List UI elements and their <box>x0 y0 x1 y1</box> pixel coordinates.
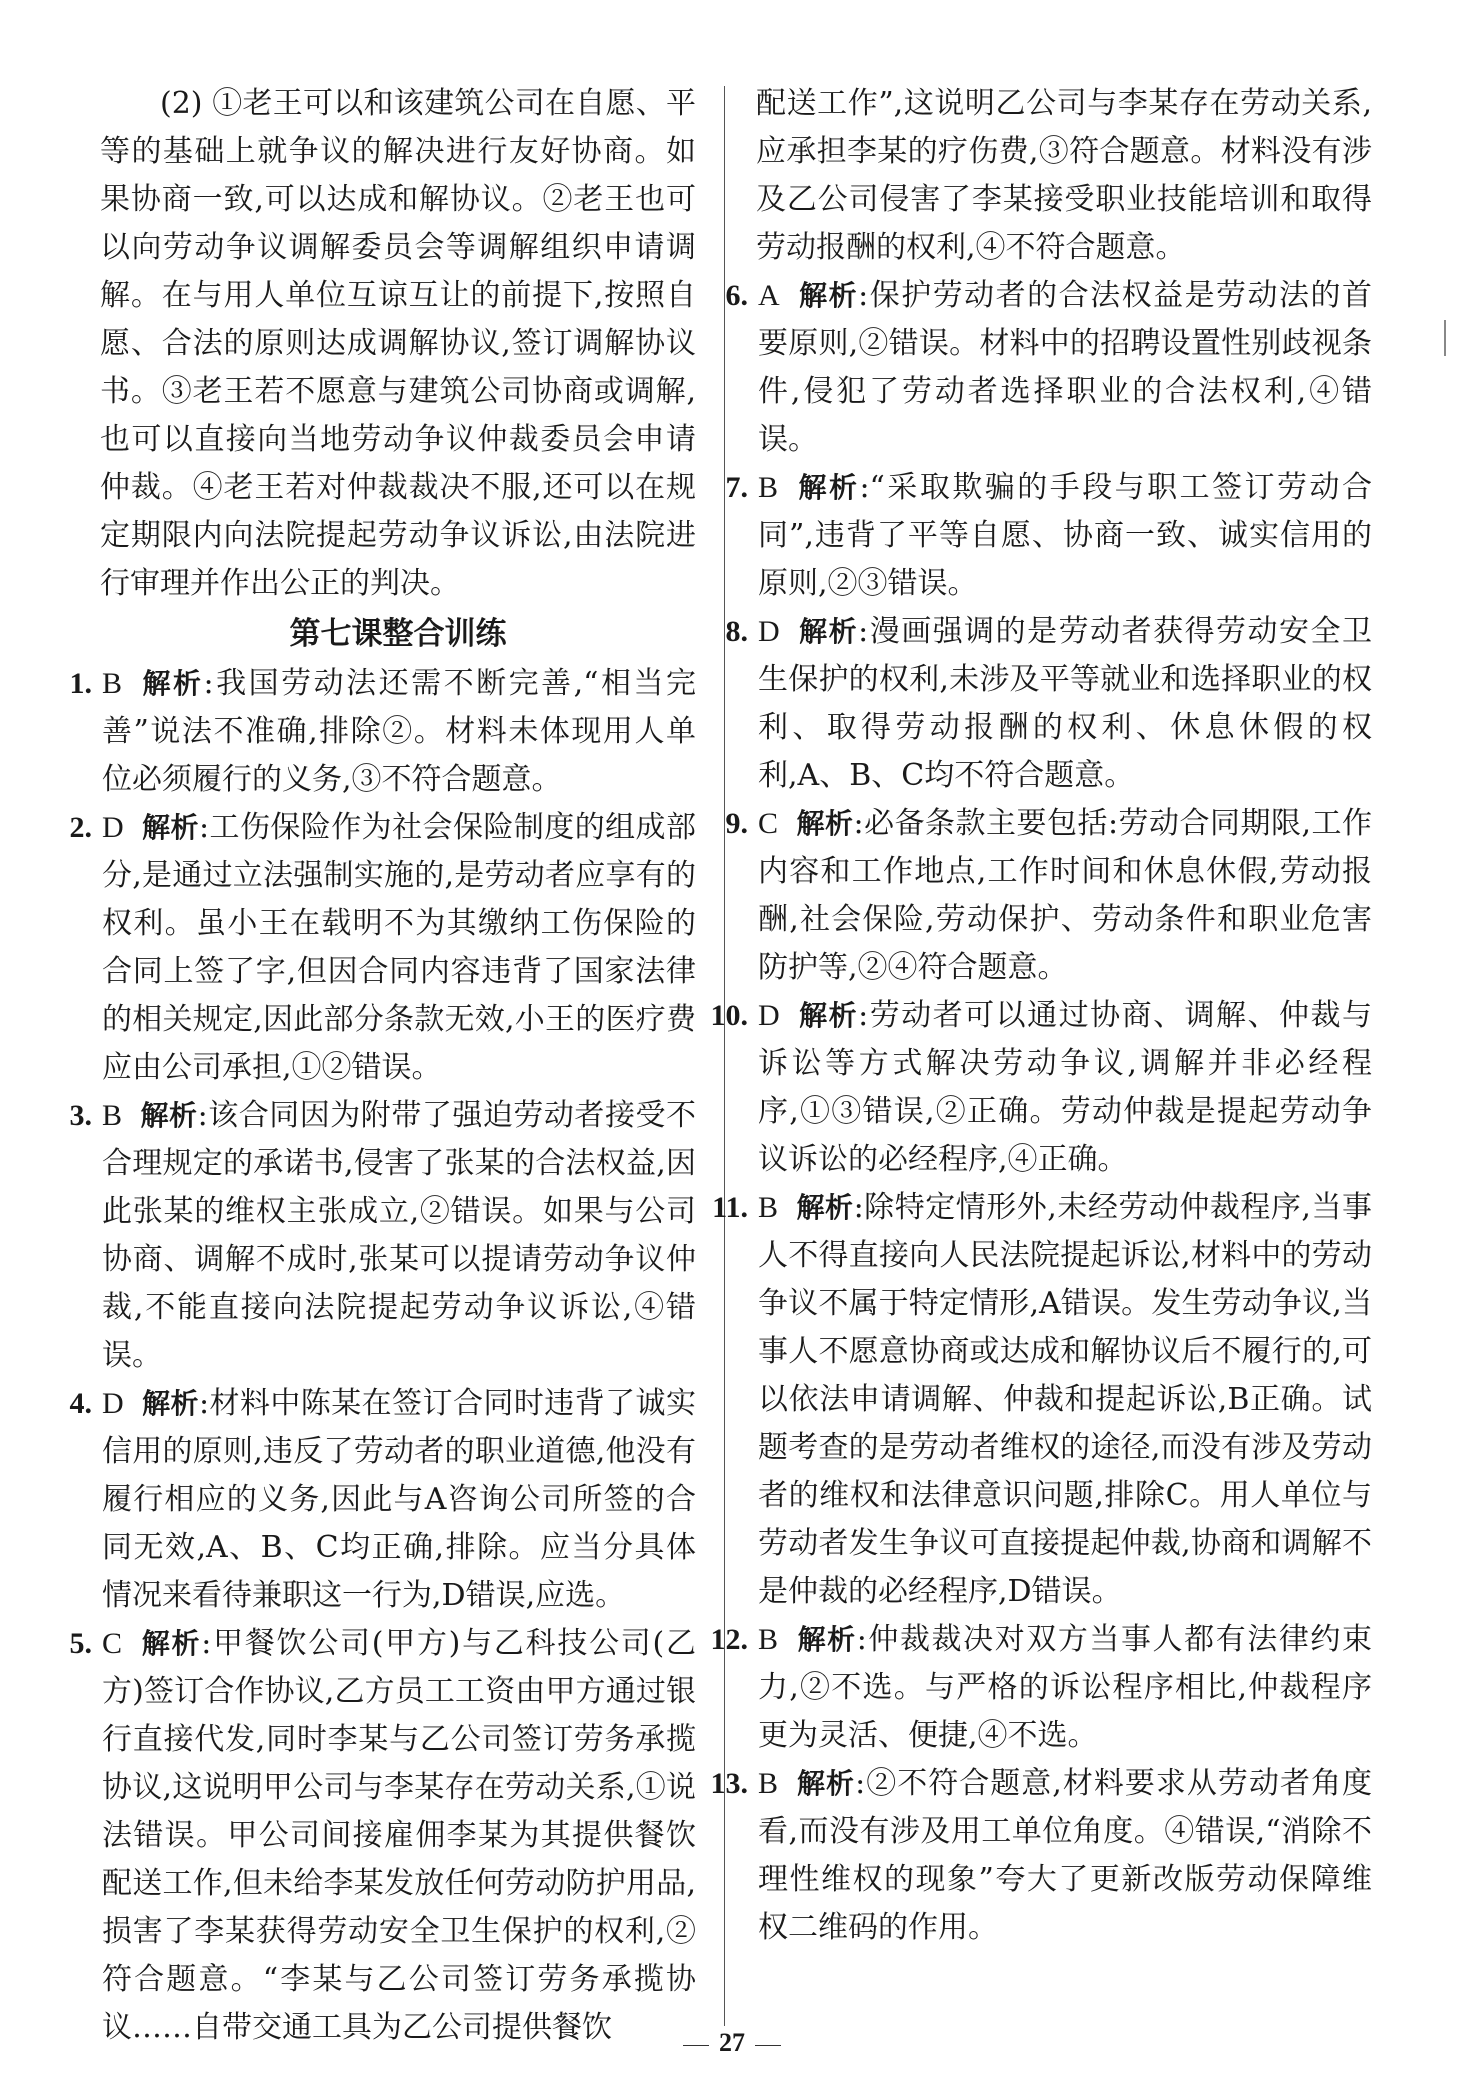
edge-mark <box>1444 320 1446 356</box>
answer-item <box>69 660 696 804</box>
analysis-text: :我国劳动法还需不断完善,“相当完善”说法不准确,排除②。材料未体现用人单位必须履行的义务,③不符合题意。 <box>102 666 696 797</box>
answer-letter: B <box>102 667 123 700</box>
answer-item <box>69 1380 696 1620</box>
answer-letter: D <box>102 811 124 844</box>
answer-letter: B <box>758 1767 779 1800</box>
analysis-text: :“采取欺骗的手段与职工签订劳动合同”,违背了平等自愿、协商一致、诚实信用的原则,②③错误。 <box>758 470 1372 601</box>
analysis-text: :除特定情形外,未经劳动仲裁程序,当事人不得直接向人民法院提起诉讼,材料中的劳动争议不属于特定情形,A错误。发生劳动争议,当事人不愿意协商或达成和解协议后不履行的,可以依法申请调解、仲裁和提起诉讼,B正确。试题考查的是劳动者维权的途径,而没有涉及劳动者的维权和法律意识问题,排除C。用人单位与劳动者发生争议可直接提起仲裁,协商和调解不是仲裁的必经程序,D错误。 <box>758 1190 1372 1609</box>
answer-item <box>69 804 696 1092</box>
item-number: 1. <box>69 667 92 700</box>
analysis-label: 解析 <box>141 811 199 844</box>
answer-letter: D <box>102 1387 124 1420</box>
left-column <box>69 80 696 2052</box>
item-number: 9. <box>725 807 748 840</box>
answer-item <box>725 272 1372 464</box>
analysis-text: :仲裁裁决对双方当事人都有法律约束力,②不选。与严格的诉讼程序相比,仲裁程序更为灵活、便捷,④不选。 <box>758 1622 1372 1753</box>
page-number: 27 <box>719 2028 745 2057</box>
answer-item <box>712 1184 1372 1616</box>
analysis-label: 解析 <box>141 1387 199 1420</box>
analysis-label: 解析 <box>796 471 860 504</box>
analysis-text: :②不符合题意,材料要求从劳动者角度看,而没有涉及用工单位角度。④错误,“消除不理性维权的现象”夸大了更新改版劳动保障维权二维码的作用。 <box>758 1766 1372 1945</box>
answer-letter: B <box>758 1623 779 1656</box>
answer-item <box>710 1760 1372 1952</box>
continued-paragraph: 配送工作”,这说明乙公司与李某存在劳动关系,应承担李某的疗伤费,③符合题意。材料没有涉及乙公司侵害了李某接受职业技能培训和取得劳动报酬的权利,④不符合题意。 <box>756 86 1372 265</box>
answer-item <box>725 800 1372 992</box>
section-heading: 第七课整合训练 <box>289 616 507 652</box>
analysis-text: :该合同因为附带了强迫劳动者接受不合理规定的承诺书,侵害了张某的合法权益,因此张某的维权主张成立,②错误。如果与公司协商、调解不成时,张某可以提请劳动争议仲裁,不能直接向法院提起劳动争议诉讼,④错误。 <box>102 1098 696 1373</box>
analysis-text: :劳动者可以通过协商、调解、仲裁与诉讼等方式解决劳动争议,调解并非必经程序,①③错误,②正确。劳动仲裁是提起劳动争议诉讼的必经程序,④正确。 <box>758 998 1372 1177</box>
analysis-label: 解析 <box>140 1627 202 1660</box>
analysis-text: :材料中陈某在签订合同时违背了诚实信用的原则,违反了劳动者的职业道德,他没有履行相应的义务,因此与A咨询公司所签的合同无效,A、B、C均正确,排除。应当分具体情况来看待兼职这一行为,D错误,应选。 <box>102 1386 696 1613</box>
answer-letter: C <box>102 1627 123 1660</box>
item-number: 12. <box>710 1623 748 1656</box>
analysis-label: 解析 <box>140 667 204 700</box>
item-number: 8. <box>725 615 748 648</box>
item-number: 7. <box>725 471 748 504</box>
item-number: 3. <box>69 1099 92 1132</box>
answer-item <box>725 608 1372 800</box>
answer-item <box>69 1092 696 1380</box>
answer-item <box>710 1616 1372 1760</box>
answer-item <box>725 464 1372 608</box>
analysis-label: 解析 <box>796 1767 856 1800</box>
answer-letter: B <box>102 1099 123 1132</box>
footer-dash-left <box>683 2045 709 2046</box>
analysis-label: 解析 <box>797 999 859 1032</box>
analysis-text: :漫画强调的是劳动者获得劳动安全卫生保护的权利,未涉及平等就业和选择职业的权利、取得劳动报酬的权利、休息休假的权利,A、B、C均不符合题意。 <box>758 614 1372 793</box>
answer-item <box>710 992 1372 1184</box>
answer-letter: D <box>758 999 780 1032</box>
analysis-label: 解析 <box>796 1623 857 1656</box>
analysis-text: :必备条款主要包括:劳动合同期限,工作内容和工作地点,工作时间和休息休假,劳动报酬,社会保险,劳动保护、劳动条件和职业危害防护等,②④符合题意。 <box>758 806 1372 985</box>
analysis-text: :工伤保险作为社会保险制度的组成部分,是通过立法强制实施的,是劳动者应享有的权利。虽小王在载明不为其缴纳工伤保险的合同上签了字,但因合同内容违背了国家法律的相关规定,因此部分条款无效,小王的医疗费应由公司承担,①②错误。 <box>102 810 696 1085</box>
item-number: 5. <box>69 1627 92 1660</box>
analysis-label: 解析 <box>796 1191 854 1224</box>
answer-letter: B <box>758 1191 779 1224</box>
answer-letter: B <box>758 471 779 504</box>
analysis-text: :保护劳动者的合法权益是劳动法的首要原则,②错误。材料中的招聘设置性别歧视条件,侵犯了劳动者选择职业的合法权利,④错误。 <box>758 278 1372 457</box>
analysis-label: 解析 <box>797 279 859 312</box>
item-number: 4. <box>69 1387 92 1420</box>
intro-paragraph: (2) ①老王可以和该建筑公司在自愿、平等的基础上就争议的解决进行友好协商。如果协商一致,可以达成和解协议。②老王也可以向劳动争议调解委员会等调解组织申请调解。在与用人单位互谅互让的前提下,按照自愿、合法的原则达成调解协议,签订调解协议书。③老王若不愿意与建筑公司协商或调解,也可以直接向当地劳动争议仲裁委员会申请仲裁。④老王若对仲裁裁决不服,还可以在规定期限内向法院提起劳动争议诉讼,由法院进行审理并作出公正的判决。 <box>100 86 696 601</box>
analysis-label: 解析 <box>140 1099 198 1132</box>
item-number: 11. <box>712 1191 748 1224</box>
analysis-text: :甲餐饮公司(甲方)与乙科技公司(乙方)签订合作协议,乙方员工工资由甲方通过银行直接代发,同时李某与乙公司签订劳务承揽协议,这说明甲公司与李某存在劳动关系,①说法错误。甲公司间接雇佣李某为其提供餐饮配送工作,但未给李某发放任何劳动防护用品,损害了李某获得劳动安全卫生保护的权利,②符合题意。“李某与乙公司签订劳务承揽协议……自带交通工具为乙公司提供餐饮 <box>102 1626 696 2045</box>
item-number: 2. <box>69 811 92 844</box>
analysis-label: 解析 <box>797 615 859 648</box>
answer-letter: A <box>758 279 780 312</box>
item-number: 13. <box>710 1767 748 1800</box>
item-number: 6. <box>725 279 748 312</box>
page-footer <box>0 2028 1464 2058</box>
footer-dash-right <box>755 2045 781 2046</box>
answer-letter: D <box>758 615 780 648</box>
answer-item <box>69 1620 696 2052</box>
right-column <box>710 80 1372 1952</box>
item-number: 10. <box>710 999 748 1032</box>
answer-letter: C <box>758 807 779 840</box>
analysis-label: 解析 <box>796 807 854 840</box>
